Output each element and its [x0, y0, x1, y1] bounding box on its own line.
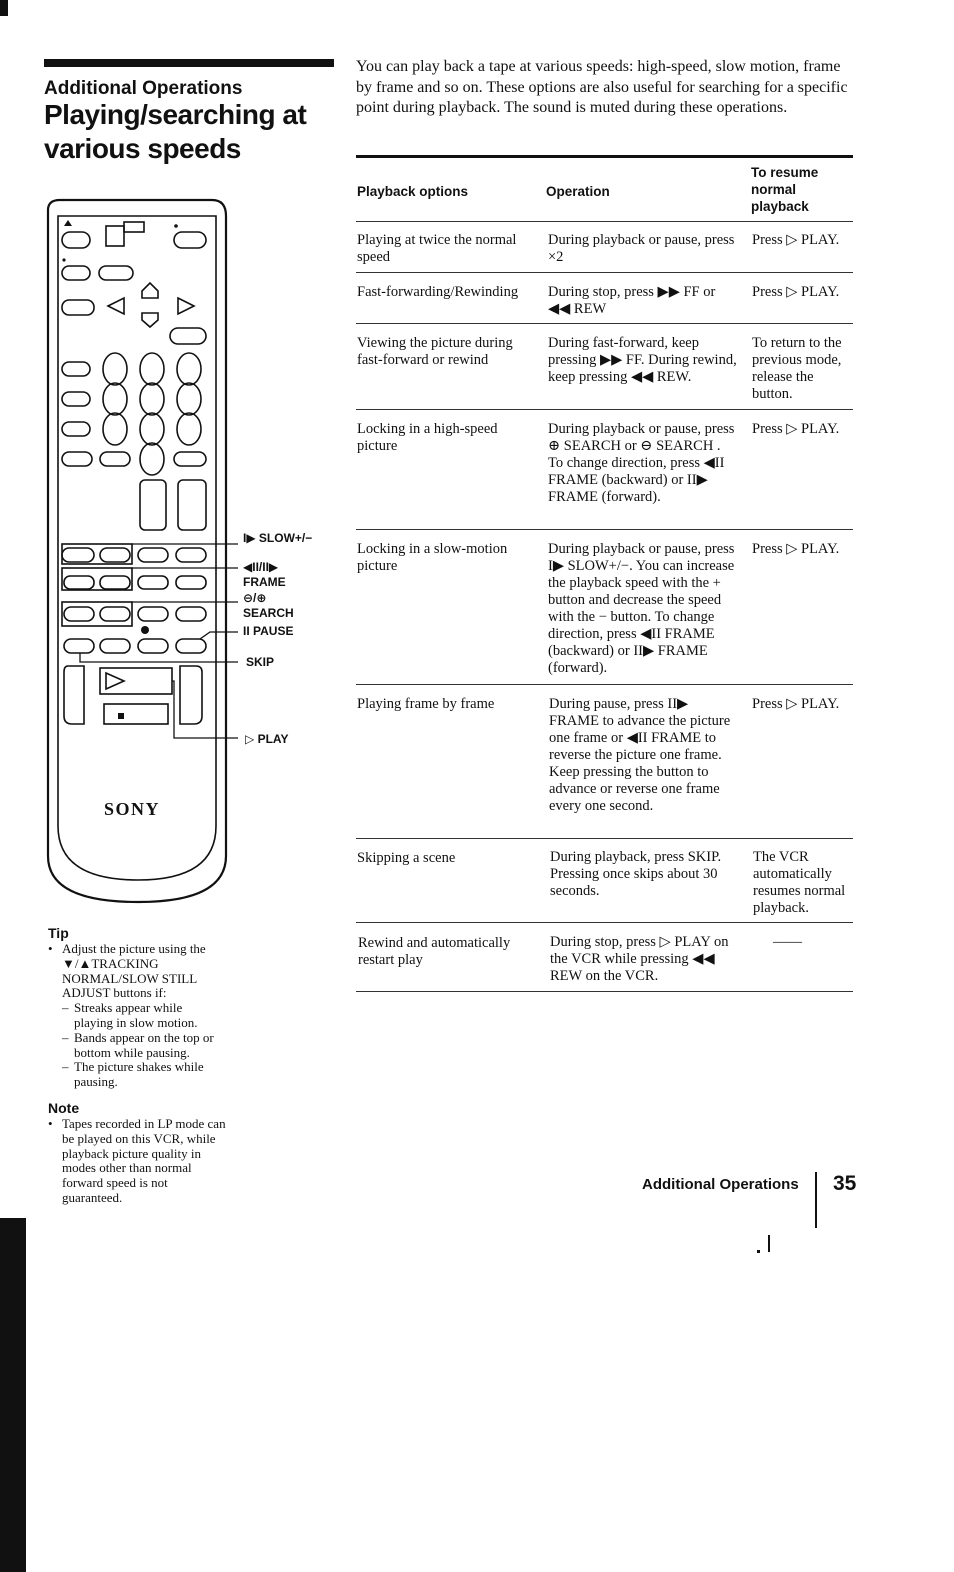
table-rule [356, 323, 853, 324]
table-cell-operation: During playback or pause, press I▶ SLOW+/−. You can increase the playback speed with the + button and decrease the speed with the − button. To change direction, press ◀II FRAME (backward) or II▶ FRAME (forward). [548, 541, 735, 676]
page-number: 35 [833, 1172, 857, 1195]
intro-paragraph: You can play back a tape at various speeds: high-speed, slow motion, frame by frame and so on. These options are also useful for searching for a specific point during playback. The sound is muted during these operations. [356, 58, 848, 116]
column-header-playback-options: Playback options [357, 184, 469, 199]
table-cell-operation: During stop, press ▶▶ FF or ◀◀ REW [548, 284, 716, 317]
callout-search: SEARCH [243, 606, 294, 620]
table-cell-option: Viewing the picture during fast-forward or rewind [357, 335, 513, 368]
remote-brand: SONY [104, 799, 161, 819]
page-title: Playing/searching at various speeds [44, 99, 307, 164]
note-heading: Note [48, 1100, 80, 1116]
tip-dash: – [62, 1000, 69, 1015]
table-cell-operation: During fast-forward, keep pressing ▶▶ FF. During rewind, keep pressing ◀◀ REW. [548, 335, 737, 385]
section-label: Additional Operations [44, 78, 243, 99]
callout-frame: FRAME [243, 575, 286, 589]
note-bullet-dot: • [48, 1116, 53, 1131]
remote-control-illustration [44, 196, 244, 908]
table-cell-option: Playing frame by frame [357, 696, 495, 712]
footer-divider [815, 1172, 817, 1228]
table-cell-operation: During playback or pause, press ⊕ SEARCH or ⊖ SEARCH . To change direction, press ◀II FRAME (backward) or II▶ FRAME (forward). [548, 421, 735, 505]
table-cell-resume: Press ▷ PLAY. [752, 421, 840, 437]
tip-item: Bands appear on the top or bottom while pausing. [74, 1030, 214, 1060]
tip-dash: – [62, 1059, 69, 1074]
tip-bullet: Adjust the picture using the ▼/▲TRACKING NORMAL/SLOW STILL ADJUST buttons if: [62, 941, 206, 1001]
table-rule [356, 409, 853, 410]
callout-pause: II PAUSE [243, 624, 294, 638]
table-cell-resume: Press ▷ PLAY. [752, 232, 840, 248]
table-rule [356, 991, 853, 992]
table-top-rule [356, 155, 853, 158]
table-cell-option: Playing at twice the normal speed [357, 232, 517, 265]
table-cell-operation: During playback, press SKIP. Pressing once skips about 30 seconds. [550, 849, 722, 899]
callout-slow: I▶ SLOW+/− [243, 531, 313, 545]
print-mark [757, 1250, 760, 1253]
callout-skip: SKIP [246, 655, 275, 669]
tip-heading: Tip [48, 925, 69, 941]
table-rule [356, 272, 853, 273]
table-cell-resume: To return to the previous mode, release the button. [752, 335, 842, 402]
table-rule [356, 838, 853, 839]
column-header-resume: To resume normal playback [751, 165, 819, 214]
table-cell-resume: Press ▷ PLAY. [752, 284, 840, 300]
footer-section-label: Additional Operations [642, 1176, 799, 1193]
scan-edge [0, 0, 8, 16]
table-cell-option: Skipping a scene [357, 850, 456, 866]
callout-search-symbol: ⊖/⊕ [243, 591, 267, 605]
table-cell-option: Rewind and automatically restart play [358, 935, 511, 968]
table-cell-resume: Press ▷ PLAY. [752, 541, 840, 557]
table-rule [356, 221, 853, 222]
print-mark [768, 1235, 770, 1252]
table-cell-operation: During pause, press II▶ FRAME to advance the picture one frame or ◀II FRAME to reverse the picture one frame. Keep pressing the button to advance or reverse one frame every one second. [549, 696, 731, 814]
table-cell-resume: —— [773, 934, 802, 950]
table-rule [356, 922, 853, 923]
table-cell-option: Fast-forwarding/Rewinding [357, 284, 519, 300]
callout-frame-symbol: ◀II/II▶ [243, 560, 279, 574]
table-rule [356, 529, 853, 530]
tip-bullet-dot: • [48, 941, 53, 956]
table-cell-option: Locking in a slow-motion picture [357, 541, 508, 574]
tip-item: The picture shakes while pausing. [74, 1059, 204, 1089]
table-cell-option: Locking in a high-speed picture [357, 421, 498, 454]
tip-dash: – [62, 1030, 69, 1045]
heading-rule [44, 59, 334, 67]
note-bullet: Tapes recorded in LP mode can be played on this VCR, while playback picture quality in modes other than normal forward speed is not guaranteed. [62, 1116, 226, 1205]
table-cell-operation: During playback or pause, press ×2 [548, 232, 735, 265]
scan-edge [0, 1218, 26, 1572]
table-cell-resume: Press ▷ PLAY. [752, 696, 840, 712]
column-header-operation: Operation [546, 184, 610, 199]
table-cell-resume: The VCR automatically resumes normal playback. [753, 849, 846, 916]
table-rule [356, 684, 853, 685]
tip-item: Streaks appear while playing in slow motion. [74, 1000, 198, 1030]
callout-play: ▷ PLAY [245, 732, 289, 746]
table-cell-operation: During stop, press ▷ PLAY on the VCR while pressing ◀◀ REW on the VCR. [550, 934, 729, 984]
